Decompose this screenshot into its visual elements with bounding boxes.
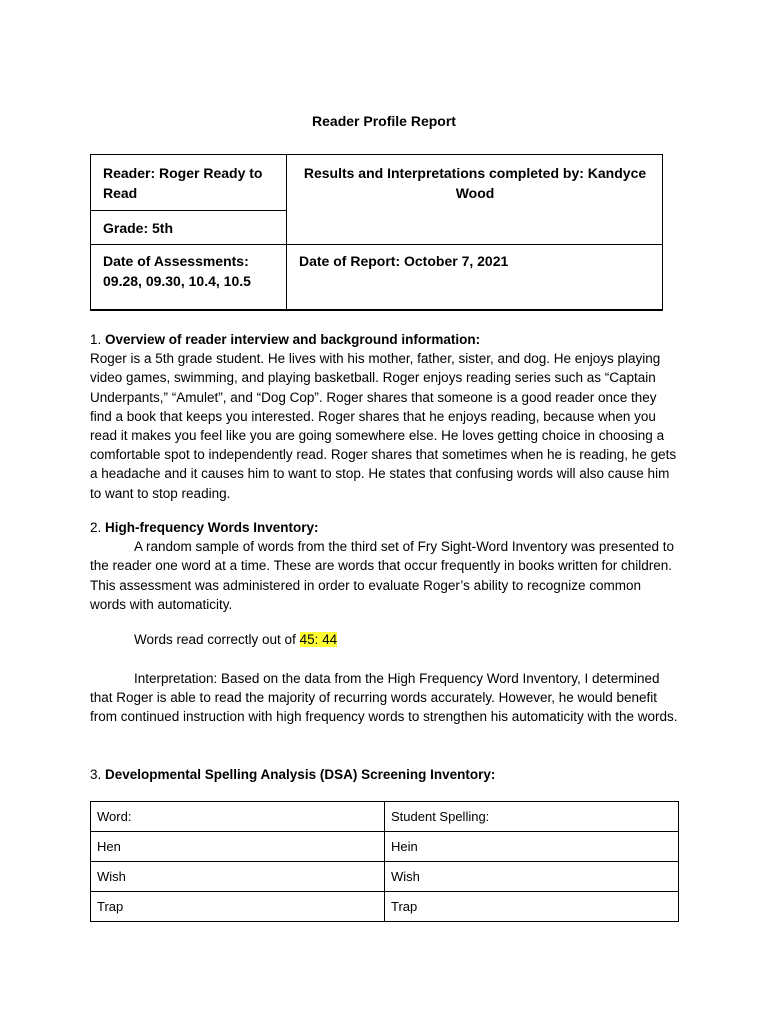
- hfw-description-paragraph: A random sample of words from the third set of Fry Sight-Word Inventory was presented to the reader one word at a time. These are words that occur frequently in books written for children. This assessment was administered in order to evaluate Roger’s ability to recognize common words with automaticity.: [90, 539, 674, 612]
- results-completed-by-cell: Results and Interpretations completed by: Kandyce Wood: [303, 165, 647, 201]
- section-heading: [90, 330, 680, 349]
- grade-cell: Grade: 5th: [103, 220, 174, 236]
- section-number: 3.: [90, 767, 106, 782]
- spelling-table: [90, 801, 679, 922]
- section-high-frequency-words: [90, 518, 680, 614]
- overview-paragraph: Roger is a 5th grade student. He lives with his mother, father, sister, and dog. He enjoys playing video games, swimming, and playing basketball. Roger enjoys reading series such as “Captain Underpants,” “Amulet”, and “Dog Cop”. Roger shares that someone is a good reader once they find a book that keeps you interested. Roger shares that he enjoys reading, because when you read it makes you feel like you are going somewhere else. He loves getting choice in choosing a comfortable spot to independently read. Roger shares that sometimes when he is reading, he gets a headache and it causes him to want to stop. He states that confusing words will also cause him to want to stop reading.: [90, 351, 677, 501]
- column-header-student-spelling: Student Spelling:: [385, 802, 679, 832]
- table-divider: [91, 244, 662, 245]
- date-of-report-cell: Date of Report: October 7, 2021: [299, 253, 509, 269]
- section-number: 2.: [90, 520, 106, 535]
- hfw-score-line: [90, 630, 680, 649]
- table-row: [91, 892, 679, 922]
- score-value-highlighted: 45: 44: [299, 632, 338, 647]
- score-label: Words read correctly out of: [134, 632, 300, 647]
- word-cell: Hen: [91, 832, 385, 862]
- column-header-word: Word:: [91, 802, 385, 832]
- section-title: Developmental Spelling Analysis (DSA) Screening Inventory:: [105, 767, 496, 782]
- table-divider: [91, 210, 287, 211]
- hfw-interpretation: [90, 669, 680, 727]
- word-cell: Wish: [91, 862, 385, 892]
- table-row: [91, 862, 679, 892]
- section-heading: [90, 765, 680, 784]
- student-spelling-cell: Wish: [385, 862, 679, 892]
- date-of-assessments-cell: Date of Assessments: 09.28, 09.30, 10.4, 10.5: [103, 253, 251, 289]
- report-title: Reader Profile Report: [312, 113, 456, 129]
- section-title: Overview of reader interview and background information:: [105, 332, 481, 347]
- student-spelling-cell: Trap: [385, 892, 679, 922]
- word-cell: Trap: [91, 892, 385, 922]
- section-dsa: [90, 765, 680, 784]
- header-table: [90, 154, 663, 311]
- section-heading: [90, 518, 680, 537]
- section-number: 1.: [90, 332, 106, 347]
- student-spelling-cell: Hein: [385, 832, 679, 862]
- table-header-row: [91, 802, 679, 832]
- reader-name-cell: Reader: Roger Ready to Read: [103, 165, 263, 201]
- interpretation-paragraph: Interpretation: Based on the data from the High Frequency Word Inventory, I determined that Roger is able to read the majority of recurring words accurately. However, he would benefit from continued instruction with high frequency words to strengthen his automaticity with the words.: [90, 671, 678, 725]
- section-overview: [90, 330, 680, 503]
- table-row: [91, 832, 679, 862]
- section-title: High-frequency Words Inventory:: [105, 520, 319, 535]
